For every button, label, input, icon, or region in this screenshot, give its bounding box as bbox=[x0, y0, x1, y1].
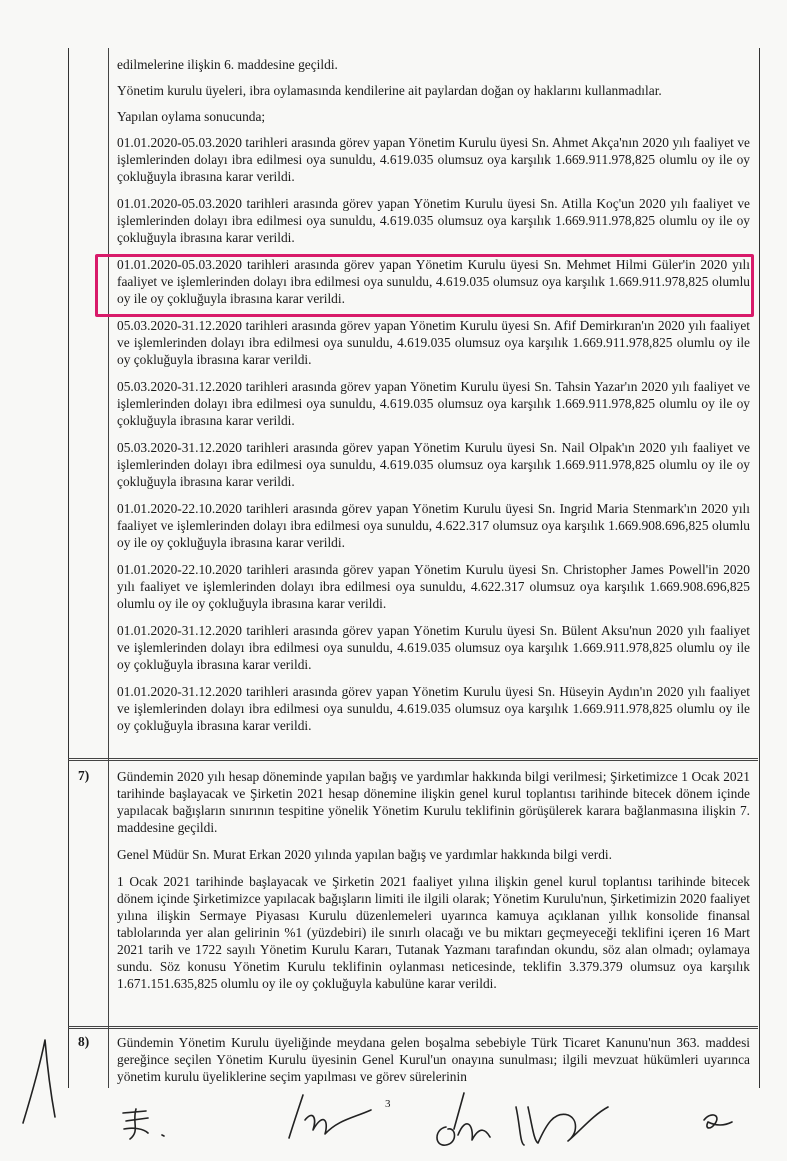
ibra-paragraph: 01.01.2020-05.03.2020 tarihleri arasında görev yapan Yönetim Kurulu üyesi Sn. Ahmet Akça'nın 2020 yılı faaliyet ve işlemlerinden dolayı ibra edilmesi oya sunuldu, 4.619.035 olumsuz oya karşılık 1.669.911.978,825 olumlu oy ile oy çokluğuyla ibrasına karar verildi. bbox=[117, 135, 750, 184]
section-6-intro-line: Yapılan oylama sonucunda; bbox=[117, 109, 266, 124]
page-number: 3 bbox=[385, 1098, 391, 1110]
section-7-paragraph: Genel Müdür Sn. Murat Erkan 2020 yılında yapılan bağış ve yardımlar hakkında bilgi verdi. bbox=[117, 847, 612, 862]
ibra-paragraph: 01.01.2020-22.10.2020 tarihleri arasında görev yapan Yönetim Kurulu üyesi Sn. Ingrid Maria Stenmark'ın 2020 yılı faaliyet ve işlemlerinden dolayı ibra edilmesi oya sunuldu, 4.622.317 olumsuz oya karşılık 1.669.908.696,825 olumlu oy ile oy çokluğuyla ibrasına karar verildi. bbox=[117, 501, 750, 550]
table-column-divider bbox=[108, 48, 109, 1088]
row-divider-8 bbox=[68, 1026, 758, 1029]
ibra-paragraph: 05.03.2020-31.12.2020 tarihleri arasında görev yapan Yönetim Kurulu üyesi Sn. Afif Demirkıran'ın 2020 yılı faaliyet ve işlemlerinden dolayı ibra edilmesi oya sunuldu, 4.619.035 olumsuz oya karşılık 1.669.911.978,825 olumlu oy ile oy çokluğuyla ibrasına karar verildi. bbox=[117, 318, 750, 367]
section-7-paragraph: Gündemin 2020 yılı hesap döneminde yapılan bağış ve yardımlar hakkında bilgi verilmesi; Şirketimizce 1 Ocak 2021 tarihinde başlayacak ve Şirketin 2021 hesap dönemine ilişkin genel kurul toplantısı tarihinde bitecek dönem içinde yapılacak bağışların sınırının tespitine yönelik Yönetim Kurulu teklifinin görüşülerek karara bağlanmasına ilişkin 7. maddesine geçildi. bbox=[117, 769, 750, 835]
signature-2 bbox=[283, 1090, 378, 1145]
section-6-intro-line: Yönetim kurulu üyeleri, ibra oylamasında kendilerine ait paylardan doğan oy haklarını kullanmadılar. bbox=[117, 83, 662, 98]
ibra-paragraph: 05.03.2020-31.12.2020 tarihleri arasında görev yapan Yönetim Kurulu üyesi Sn. Nail Olpak'ın 2020 yılı faaliyet ve işlemlerinden dolayı ibra edilmesi oya sunuldu, 4.619.035 olumsuz oya karşılık 1.669.911.978,825 olumlu oy ile oy çokluğuyla ibrasına karar verildi. bbox=[117, 440, 750, 489]
ibra-paragraph: 01.01.2020-31.12.2020 tarihleri arasında görev yapan Yönetim Kurulu üyesi Sn. Bülent Aksu'nun 2020 yılı faaliyet ve işlemlerinden dolayı ibra edilmesi oya sunuldu, 4.619.035 olumsuz oya karşılık 1.669.911.978,825 olumlu oy ile oy çokluğuyla ibrasına karar verildi. bbox=[117, 623, 750, 672]
section-7-paragraph: 1 Ocak 2021 tarihinde başlayacak ve Şirketin 2021 faaliyet yılına ilişkin genel kurul toplantısı tarihinde bitecek dönem içinde Şirketimizce yapılacak bağışların limiti ile ilgili olarak; Yönetim Kurulu'nun, Şirketimizin 2020 faaliyet yılına ilişkin Sermaye Piyasası Kurulu düzenlemeleri uyarınca kamuya açıklanan yıllık konsolide finansal tablolarında yer alan gelirinin %1 (yüzdebiri) ile sınırlı olacağı ve bu miktarı geçmeyeceği teklifini içeren 16 Mart 2021 tarih ve 1722 sayılı Yönetim Kurulu Kararı, Tutanak Yazmanı tarafından okundu, söz alan olmadı; oylamaya sundu. Söz konusu Yönetim Kurulu teklifinin oylanması neticesinde, teklifin 3.379.379 olumsuz oya karşılık 1.671.151.635,825 olumlu oy ile oy çokluğuyla kabulüne karar verildi. bbox=[117, 874, 750, 991]
section-6-intro-line: edilmelerine ilişkin 6. maddesine geçildi. bbox=[117, 57, 338, 72]
highlight-box bbox=[95, 254, 754, 317]
signature-left-margin bbox=[15, 1035, 60, 1130]
section-8-paragraph: Gündemin Yönetim Kurulu üyeliğinde meydana gelen boşalma sebebiyle Türk Ticaret Kanunu'nun 363. maddesi gereğince seçilen Yönetim Kurulu üyesinin Genel Kurul'un onayına sunulması; ilgili mevzuat hükümleri uyarınca yönetim kurulu üyeliklerine seçim yapılması ve görev sürelerinin bbox=[117, 1035, 750, 1084]
section-7-content bbox=[117, 768, 750, 1002]
signature-1 bbox=[118, 1105, 178, 1145]
section-7-number: 7) bbox=[78, 768, 90, 783]
ibra-paragraph: 05.03.2020-31.12.2020 tarihleri arasında görev yapan Yönetim Kurulu üyesi Sn. Tahsin Yazar'ın 2020 yılı faaliyet ve işlemlerinden dolayı ibra edilmesi oya sunuldu, 4.619.035 olumsuz oya karşılık 1.669.911.978,825 olumlu oy ile oy çokluğuyla ibrasına karar verildi. bbox=[117, 379, 750, 428]
ibra-paragraph: 01.01.2020-31.12.2020 tarihleri arasında görev yapan Yönetim Kurulu üyesi Sn. Hüseyin Aydın'ın 2020 yılı faaliyet ve işlemlerinden dolayı ibra edilmesi oya sunuldu, 4.619.035 olumsuz oya karşılık 1.669.911.978,825 olumlu oy ile oy çokluğuyla ibrasına karar verildi. bbox=[117, 684, 750, 733]
signature-4 bbox=[698, 1108, 738, 1138]
signature-3 bbox=[428, 1085, 613, 1157]
row-divider-7 bbox=[68, 758, 758, 761]
section-6-content bbox=[117, 56, 750, 744]
ibra-paragraph: 01.01.2020-05.03.2020 tarihleri arasında görev yapan Yönetim Kurulu üyesi Sn. Atilla Koç'un 2020 yılı faaliyet ve işlemlerinden dolayı ibra edilmesi oya sunuldu, 4.619.035 olumsuz oya karşılık 1.669.911.978,825 olumlu oy ile oy çokluğuyla ibrasına karar verildi. bbox=[117, 196, 750, 245]
ibra-paragraph-highlighted: 01.01.2020-05.03.2020 tarihleri arasında görev yapan Yönetim Kurulu üyesi Sn. Mehmet Hilmi Güler'in 2020 yılı faaliyet ve işlemlerinden dolayı ibra edilmesi oya sunuldu, 4.619.035 olumsuz oya karşılık 1.669.911.978,825 olumlu oy ile oy çokluğuyla ibrasına karar verildi. bbox=[117, 257, 750, 306]
ibra-paragraph: 01.01.2020-22.10.2020 tarihleri arasında görev yapan Yönetim Kurulu üyesi Sn. Christopher James Powell'in 2020 yılı faaliyet ve işlemlerinden dolayı ibra edilmesi oya sunuldu, 4.622.317 olumsuz oya karşılık 1.669.908.696,825 olumlu oy ile oy çokluğuyla ibrasına karar verildi. bbox=[117, 562, 750, 611]
section-8-number: 8) bbox=[78, 1034, 90, 1049]
